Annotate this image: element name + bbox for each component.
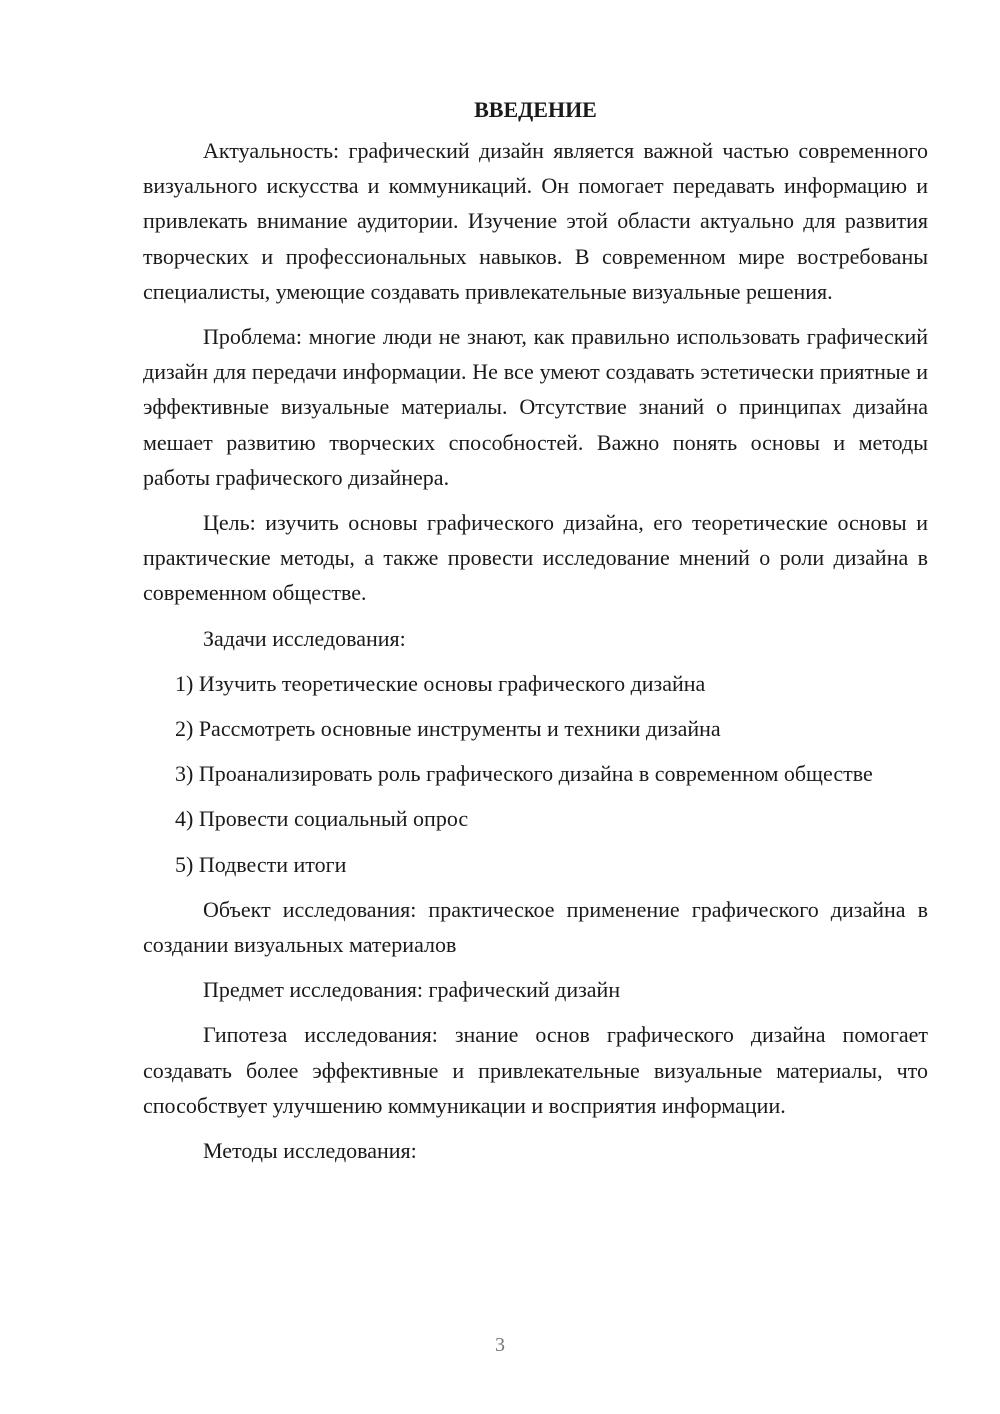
page-number: 3 (495, 1334, 505, 1356)
tasks-heading: Задачи исследования: (203, 625, 406, 651)
relevance-paragraph: Актуальность: графический дизайн является важной частью современного визуального искусства и коммуникаций. Он помогает передавать информацию и привлекать внимание аудитории. Изучение этой области актуально для развития творческих и профессиональных навыков. В современном мире востребованы специалисты, умеющие создавать привлекательные визуальные решения. (143, 138, 928, 304)
section-title: ВВЕДЕНИЕ (474, 97, 597, 122)
task-item-4: 4) Провести социальный опрос (175, 806, 469, 832)
task-item-3: 3) Проанализировать роль графического дизайна в современном обществе (175, 761, 873, 787)
hypothesis-paragraph: Гипотеза исследования: знание основ графического дизайна помогает создавать более эффективные и привлекательные визуальные материалы, что способствует улучшению коммуникации и восприятия информации. (143, 1022, 928, 1118)
problem-paragraph: Проблема: многие люди не знают, как правильно использовать графический дизайн для передачи информации. Не все умеют создавать эстетически приятные и эффективные визуальные материалы. Отсутствие знаний о принципах дизайна мешает развитию творческих способностей. Важно понять основы и методы работы графического дизайнера. (143, 324, 928, 490)
task-item-2: 2) Рассмотреть основные инструменты и техники дизайна (175, 716, 721, 742)
task-item-5: 5) Подвести итоги (175, 851, 347, 877)
document-page (143, 92, 928, 1178)
subject-paragraph: Предмет исследования: графический дизайн (203, 977, 621, 1003)
task-item-1: 1) Изучить теоретические основы графического дизайна (175, 670, 706, 696)
methods-heading: Методы исследования: (203, 1138, 417, 1164)
object-paragraph: Объект исследования: практическое применение графического дизайна в создании визуальных материалов (143, 896, 928, 958)
goal-paragraph: Цель: изучить основы графического дизайна, его теоретические основы и практические методы, а также провести исследование мнений о роли дизайна в современном обществе. (143, 510, 928, 606)
